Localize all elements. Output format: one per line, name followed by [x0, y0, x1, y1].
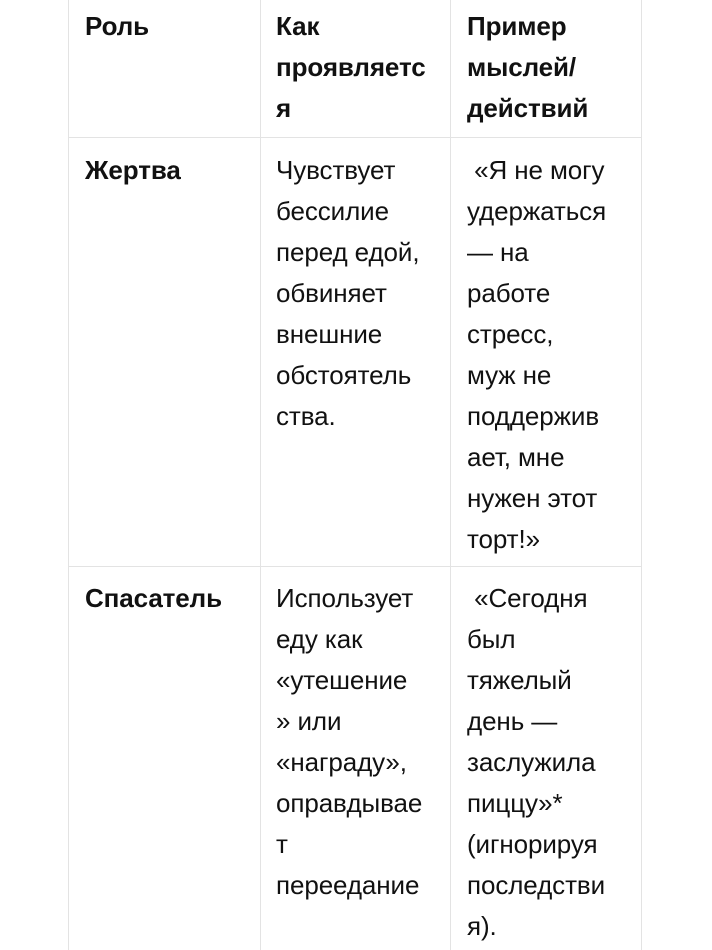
cell-line: поддержив: [467, 401, 600, 431]
cell-line: Использует: [276, 583, 414, 613]
cell-line: работе: [467, 278, 551, 308]
row-divider: [68, 137, 642, 138]
header-manifestation-line: я: [276, 93, 292, 123]
row-rescuer-role: [85, 578, 222, 619]
cell-line: внешние: [276, 319, 383, 349]
row-victim-manifestation: [276, 150, 419, 437]
column-divider: [260, 0, 261, 950]
role-label: Жертва: [85, 155, 181, 185]
cell-line: ства.: [276, 401, 336, 431]
row-rescuer-example: [467, 578, 605, 947]
cell-line: » или: [276, 706, 342, 736]
header-role-text: Роль: [85, 11, 150, 41]
header-manifestation: [276, 6, 426, 129]
cell-line: оправдывае: [276, 788, 423, 818]
cell-line: был: [467, 624, 516, 654]
cell-line: перед едой,: [276, 237, 420, 267]
cell-line: торт!»: [467, 524, 540, 554]
cell-line: «Сегодня: [467, 583, 588, 613]
header-manifestation-line: проявляетс: [276, 52, 426, 82]
cell-line: я).: [467, 911, 497, 941]
cell-line: «Я не могу: [467, 155, 605, 185]
cell-line: переедание: [276, 870, 420, 900]
cell-line: обстоятель: [276, 360, 412, 390]
cell-line: бессилие: [276, 196, 389, 226]
header-example-line: мыслей/: [467, 52, 577, 82]
cell-line: муж не: [467, 360, 552, 390]
header-role: [85, 6, 149, 47]
header-example-line: Пример: [467, 11, 567, 41]
cell-line: т: [276, 829, 288, 859]
cell-line: ает, мне: [467, 442, 565, 472]
header-example-line: действий: [467, 93, 589, 123]
cell-line: обвиняет: [276, 278, 387, 308]
row-rescuer-manifestation: [276, 578, 422, 906]
cell-line: «утешение: [276, 665, 408, 695]
cell-line: нужен этот: [467, 483, 598, 513]
row-victim-role: [85, 150, 181, 191]
cell-line: — на: [467, 237, 529, 267]
header-manifestation-line: Как: [276, 11, 320, 41]
row-divider: [68, 566, 642, 567]
cell-line: стресс,: [467, 319, 554, 349]
cell-line: удержаться: [467, 196, 607, 226]
role-label: Спасатель: [85, 583, 222, 613]
cell-line: день —: [467, 706, 558, 736]
cell-line: последстви: [467, 870, 606, 900]
column-divider: [450, 0, 451, 950]
cell-line: тяжелый: [467, 665, 572, 695]
cell-line: Чувствует: [276, 155, 396, 185]
header-example: [467, 6, 588, 129]
cell-line: заслужила: [467, 747, 596, 777]
row-victim-example: [467, 150, 606, 560]
cell-line: (игнорируя: [467, 829, 598, 859]
cell-line: еду как: [276, 624, 363, 654]
cell-line: «награду»,: [276, 747, 407, 777]
cell-line: пиццу»*: [467, 788, 563, 818]
